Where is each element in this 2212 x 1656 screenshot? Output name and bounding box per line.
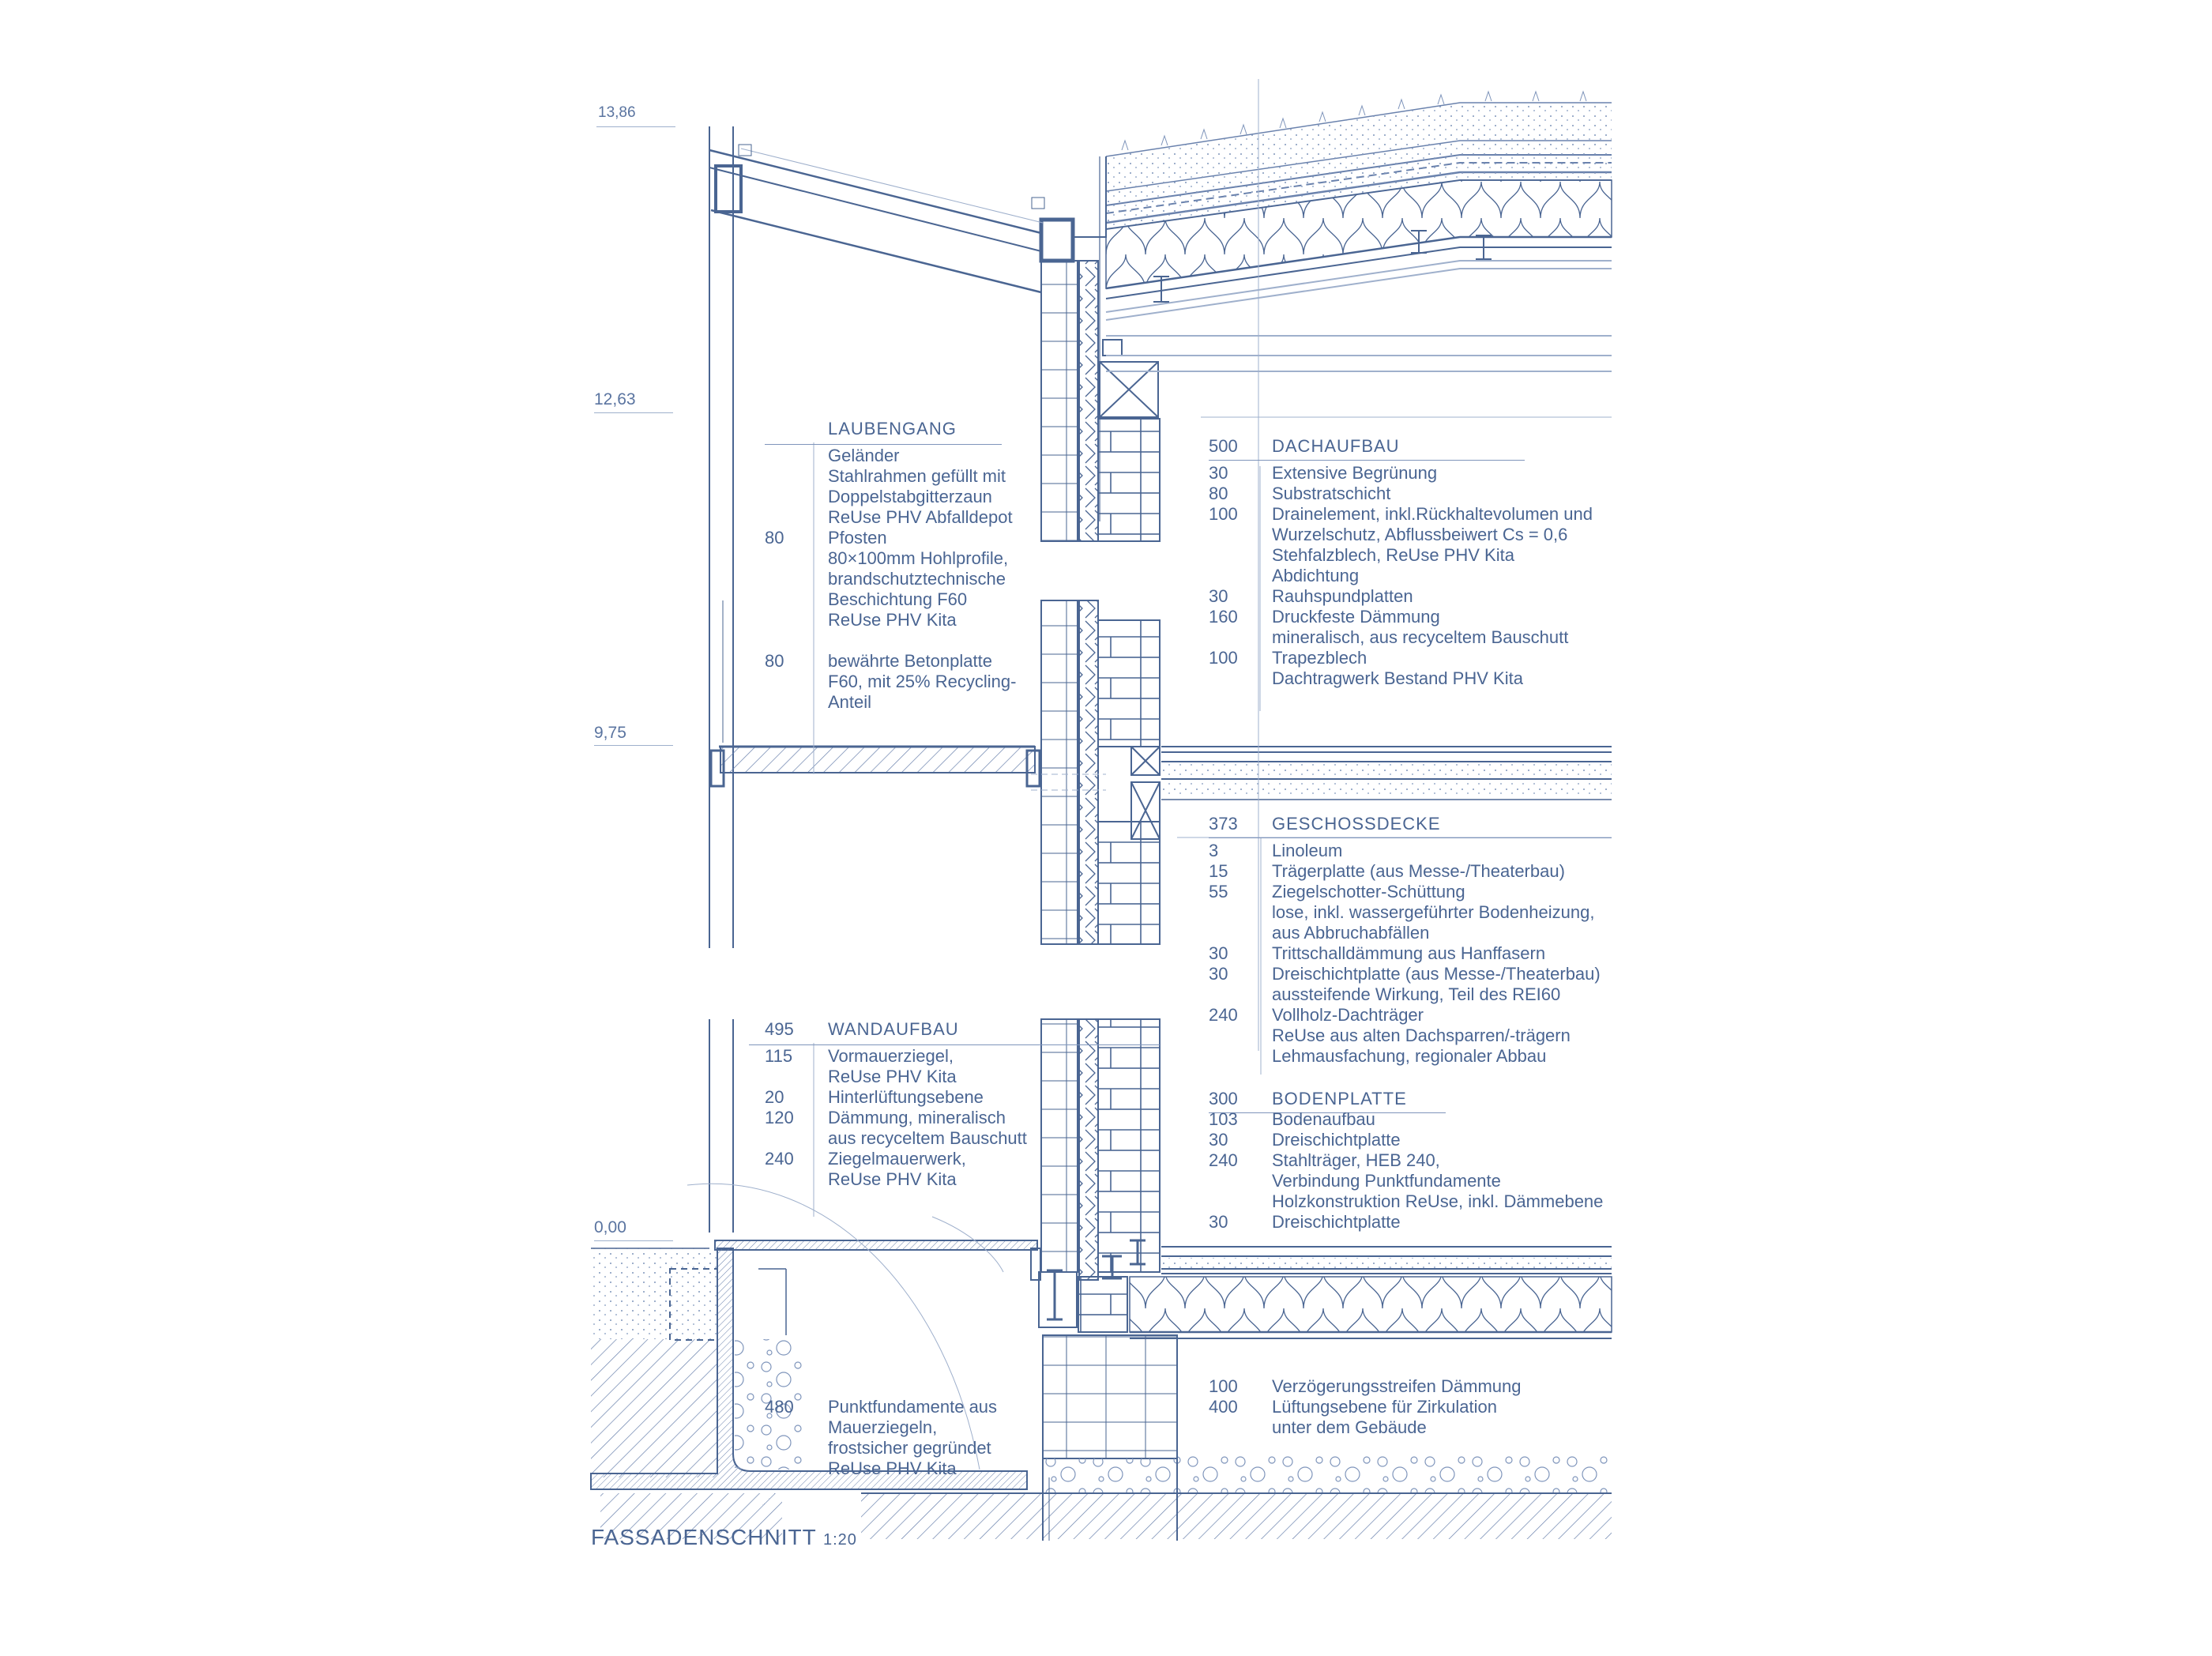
drawing-title	[591, 1525, 857, 1550]
spec-row	[1209, 861, 1601, 882]
spec-row-thickness: 30	[1209, 463, 1228, 483]
level-line-top	[596, 126, 675, 127]
spec-row-thickness: 120	[765, 1108, 794, 1127]
spec-row	[765, 1087, 1027, 1108]
spec-bodenplatte	[1209, 1089, 1603, 1233]
spec-row	[765, 610, 1016, 630]
level-label-ground: 0,00	[594, 1218, 626, 1236]
spec-row-text: Verzögerungsstreifen Dämmung	[1272, 1376, 1522, 1396]
drawing-scale: 1:20	[822, 1531, 857, 1549]
spec-row	[1209, 984, 1601, 1005]
spec-row-text: Holzkonstruktion ReUse, inkl. Dämmebene	[1272, 1191, 1604, 1211]
drawing-title-main: FASSADENSCHNITT	[591, 1525, 817, 1549]
spec-row-text: 80×100mm Hohlprofile,	[828, 548, 1009, 568]
spec-laubengang	[765, 419, 1016, 713]
spec-row-text: Lüftungsebene für Zirkulation	[1272, 1397, 1497, 1417]
spec-row	[1209, 964, 1601, 984]
spec-row-thickness	[1209, 668, 1272, 689]
spec-row	[1209, 902, 1601, 923]
spec-row	[765, 1169, 1027, 1190]
spec-row-text: Mauerziegeln,	[828, 1417, 938, 1437]
spec-row-thickness: 20	[765, 1087, 784, 1107]
spec-row	[765, 1046, 1027, 1067]
spec-row-text: lose, inkl. wassergeführter Bodenheizung,	[1272, 902, 1595, 922]
spec-row-thickness: 400	[1209, 1397, 1238, 1417]
level-label-middle: 9,75	[594, 724, 626, 742]
spec-row-thickness: 30	[1209, 1130, 1228, 1150]
level-line-ground	[594, 1240, 673, 1241]
spec-row	[1209, 841, 1601, 861]
spec-row-text: Drainelement, inkl.Rückhaltevolumen und	[1272, 504, 1593, 524]
spec-row-text: ReUse PHV Kita	[828, 1169, 957, 1189]
spec-row	[1209, 566, 1593, 586]
spec-row	[1209, 504, 1593, 525]
spec-fundament	[765, 1397, 997, 1479]
spec-row-thickness	[1209, 1191, 1272, 1212]
spec-title: DACHAUFBAU	[1272, 436, 1400, 456]
spec-row-thickness: 30	[1209, 1212, 1228, 1232]
spec-geschossdecke	[1209, 814, 1601, 1067]
spec-row-thickness	[765, 1438, 828, 1458]
spec-row	[765, 466, 1016, 487]
spec-row-text: ReUse aus alten Dachsparren/-trägern	[1272, 1026, 1571, 1045]
level-line-upper	[594, 412, 673, 413]
spec-row	[765, 589, 1016, 610]
spec-row-text: Stahlrahmen gefüllt mit	[828, 466, 1006, 486]
spec-row-text: Dreischichtplatte (aus Messe-/Theaterbau)	[1272, 964, 1601, 984]
spec-row	[1209, 1171, 1603, 1191]
spec-title: LAUBENGANG	[828, 419, 957, 438]
spec-row-text: mineralisch, aus recyceltem Bauschutt	[1272, 627, 1569, 647]
spec-heading	[765, 1019, 1027, 1040]
spec-row-text: Dachtragwerk Bestand PHV Kita	[1272, 668, 1523, 688]
spec-row	[765, 487, 1016, 507]
spec-row-text: Trägerplatte (aus Messe-/Theaterbau)	[1272, 861, 1565, 881]
spec-row	[1209, 648, 1593, 668]
spec-row-thickness	[1209, 627, 1272, 648]
spec-row-text: Stehfalzblech, ReUse PHV Kita	[1272, 545, 1514, 565]
spec-row	[765, 1458, 997, 1479]
spec-row	[765, 528, 1016, 548]
spec-row	[765, 1438, 997, 1458]
spec-row-thickness	[1209, 902, 1272, 923]
spec-row-thickness: 80	[765, 651, 784, 671]
spec-row-text: Hinterlüftungsebene	[828, 1087, 984, 1107]
spec-row-thickness	[765, 1458, 828, 1479]
spec-row	[1209, 943, 1601, 964]
spec-row	[765, 1067, 1027, 1087]
spec-row	[765, 548, 1016, 569]
spec-row-thickness: 240	[1209, 1005, 1238, 1025]
spec-row	[1209, 1109, 1603, 1130]
spec-row	[1209, 525, 1593, 545]
spec-row	[765, 1417, 997, 1438]
spec-row-thickness	[1209, 566, 1272, 586]
spec-row-text: Extensive Begrünung	[1272, 463, 1438, 483]
spec-row-text: Ziegelmauerwerk,	[828, 1149, 966, 1169]
spec-row	[765, 1128, 1027, 1149]
spec-row	[765, 569, 1016, 589]
spec-row-text: Doppelstabgitterzaun	[828, 487, 992, 506]
spec-row-thickness	[1209, 1046, 1272, 1067]
spec-row-text: Rauhspundplatten	[1272, 586, 1413, 606]
spec-row	[1209, 1005, 1601, 1026]
spec-row-thickness	[765, 507, 828, 528]
spec-row	[765, 1108, 1027, 1128]
spec-row-text: ReUse PHV Kita	[828, 1458, 957, 1478]
spec-row	[1209, 1212, 1603, 1233]
spec-row-thickness	[765, 672, 828, 692]
spec-row-text: ReUse PHV Kita	[828, 1067, 957, 1086]
spec-row-text: Punktfundamente aus	[828, 1397, 998, 1417]
spec-row-thickness: 240	[1209, 1150, 1238, 1170]
spec-row-thickness	[765, 466, 828, 487]
spec-total: 500	[1209, 436, 1238, 456]
spec-row	[1209, 484, 1593, 504]
spec-row	[1209, 1397, 1522, 1417]
spec-row-thickness	[765, 487, 828, 507]
spec-dachaufbau	[1209, 436, 1593, 689]
spec-row-thickness	[765, 548, 828, 569]
spec-row	[1209, 668, 1593, 689]
spec-row-text: Vormauerziegel,	[828, 1046, 954, 1066]
spec-heading	[1209, 1089, 1603, 1109]
spec-row	[765, 507, 1016, 528]
spec-row	[1209, 463, 1593, 484]
spec-row-text: Dreischichtplatte	[1272, 1212, 1401, 1232]
spec-row	[1209, 627, 1593, 648]
spec-row-thickness: 115	[765, 1046, 793, 1066]
spec-row-text: Anteil	[828, 692, 872, 712]
spec-title: WANDAUFBAU	[828, 1019, 959, 1039]
spec-row-thickness: 80	[1209, 484, 1228, 503]
spec-row-text: F60, mit 25% Recycling-	[828, 672, 1017, 691]
spec-row	[765, 1149, 1027, 1169]
spec-row	[1209, 923, 1601, 943]
spec-row-text: ReUse PHV Kita	[828, 610, 957, 630]
spec-row-text: bewährte Betonplatte	[828, 651, 992, 671]
spec-row-text: ReUse PHV Abfalldepot	[828, 507, 1013, 527]
spec-row-thickness	[765, 1417, 828, 1438]
spec-row-thickness	[1209, 1417, 1272, 1438]
level-label-upper: 12,63	[594, 390, 636, 408]
spec-row	[765, 446, 1016, 466]
spec-row-text: unter dem Gebäude	[1272, 1417, 1427, 1437]
spec-title: BODENPLATTE	[1272, 1089, 1407, 1108]
spec-untergrund	[1209, 1376, 1522, 1438]
spec-row-thickness: 30	[1209, 943, 1228, 963]
spec-total: 373	[1209, 814, 1238, 834]
spec-row-text: Geländer	[828, 446, 900, 465]
spec-row-thickness	[1209, 1171, 1272, 1191]
spec-row	[1209, 1130, 1603, 1150]
spec-row	[1209, 1191, 1603, 1212]
spec-row	[1209, 545, 1593, 566]
spec-row-thickness: 103	[1209, 1109, 1238, 1129]
spec-row-thickness: 100	[1209, 648, 1238, 668]
spec-row	[765, 651, 1016, 672]
spec-row-text: Vollholz-Dachträger	[1272, 1005, 1424, 1025]
spec-row-text: aus recyceltem Bauschutt	[828, 1128, 1027, 1148]
spec-row-text: Stahlträger, HEB 240,	[1272, 1150, 1440, 1170]
spec-row	[1209, 882, 1601, 902]
spec-row-thickness: 240	[765, 1149, 794, 1169]
spec-row	[1209, 1026, 1601, 1046]
spec-row	[765, 630, 1016, 651]
spec-row-thickness	[1209, 923, 1272, 943]
spec-row-thickness	[765, 692, 828, 713]
spec-row-thickness: 100	[1209, 1376, 1238, 1396]
spec-row-text: Ziegelschotter-Schüttung	[1272, 882, 1465, 901]
spec-row-thickness: 3	[1209, 841, 1219, 860]
spec-row-text: aussteifende Wirkung, Teil des REI60	[1272, 984, 1561, 1004]
spec-row-thickness	[765, 1067, 828, 1087]
spec-row-thickness	[1209, 1026, 1272, 1046]
spec-row-text: brandschutztechnische	[828, 569, 1006, 589]
spec-row-thickness	[765, 569, 828, 589]
spec-row-text: frostsicher gegründet	[828, 1438, 991, 1458]
spec-row	[765, 1397, 997, 1417]
spec-row	[1209, 1046, 1601, 1067]
spec-row	[1209, 1376, 1522, 1397]
spec-row	[1209, 586, 1593, 607]
spec-row	[1209, 1417, 1522, 1438]
spec-row-text: Abdichtung	[1272, 566, 1360, 585]
spec-row-thickness: 80	[765, 528, 784, 548]
spec-row-text: Dreischichtplatte	[1272, 1130, 1401, 1150]
spec-total: 495	[765, 1019, 794, 1039]
spec-row-text: Substratschicht	[1272, 484, 1391, 503]
spec-row-text: Dämmung, mineralisch	[828, 1108, 1006, 1127]
spec-row	[1209, 607, 1593, 627]
spec-row-thickness	[765, 630, 828, 651]
spec-row-text: Druckfeste Dämmung	[1272, 607, 1440, 627]
spec-row-text: Trittschalldämmung aus Hanffasern	[1272, 943, 1546, 963]
spec-row-thickness	[1209, 525, 1272, 545]
spec-row-thickness: 15	[1209, 861, 1228, 881]
level-label-top: 13,86	[598, 104, 636, 121]
spec-wandaufbau	[765, 1019, 1027, 1190]
spec-title: GESCHOSSDECKE	[1272, 814, 1441, 834]
spec-row	[1209, 1150, 1603, 1171]
spec-row	[765, 692, 1016, 713]
spec-row-thickness: 480	[765, 1397, 794, 1417]
spec-row-thickness	[765, 610, 828, 630]
spec-row	[765, 672, 1016, 692]
spec-row-text: Verbindung Punktfundamente	[1272, 1171, 1501, 1191]
spec-row-text: Trapezblech	[1272, 648, 1367, 668]
spec-heading	[1209, 436, 1593, 457]
spec-row-text: aus Abbruchabfällen	[1272, 923, 1430, 943]
spec-heading	[765, 419, 1016, 439]
spec-row-thickness	[1209, 984, 1272, 1005]
spec-row-thickness	[765, 1128, 828, 1149]
spec-row-thickness: 30	[1209, 964, 1228, 984]
spec-row-text: Wurzelschutz, Abflussbeiwert Cs = 0,6	[1272, 525, 1568, 544]
spec-row-thickness: 160	[1209, 607, 1238, 627]
spec-row-thickness: 100	[1209, 504, 1238, 524]
spec-row-thickness	[765, 589, 828, 610]
spec-row-text: Beschichtung F60	[828, 589, 968, 609]
spec-row-text: Pfosten	[828, 528, 887, 548]
spec-heading	[1209, 814, 1601, 834]
spec-row-text: Lehmausfachung, regionaler Abbau	[1272, 1046, 1547, 1066]
spec-total: 300	[1209, 1089, 1238, 1108]
spec-row-text: Linoleum	[1272, 841, 1343, 860]
spec-row-thickness	[765, 1169, 828, 1190]
spec-row-thickness: 55	[1209, 882, 1228, 901]
spec-row-thickness	[765, 446, 828, 466]
spec-row-thickness: 30	[1209, 586, 1228, 606]
level-line-middle	[594, 745, 673, 746]
spec-total	[765, 419, 828, 439]
spec-row-thickness	[1209, 545, 1272, 566]
spec-row-text: Bodenaufbau	[1272, 1109, 1375, 1129]
